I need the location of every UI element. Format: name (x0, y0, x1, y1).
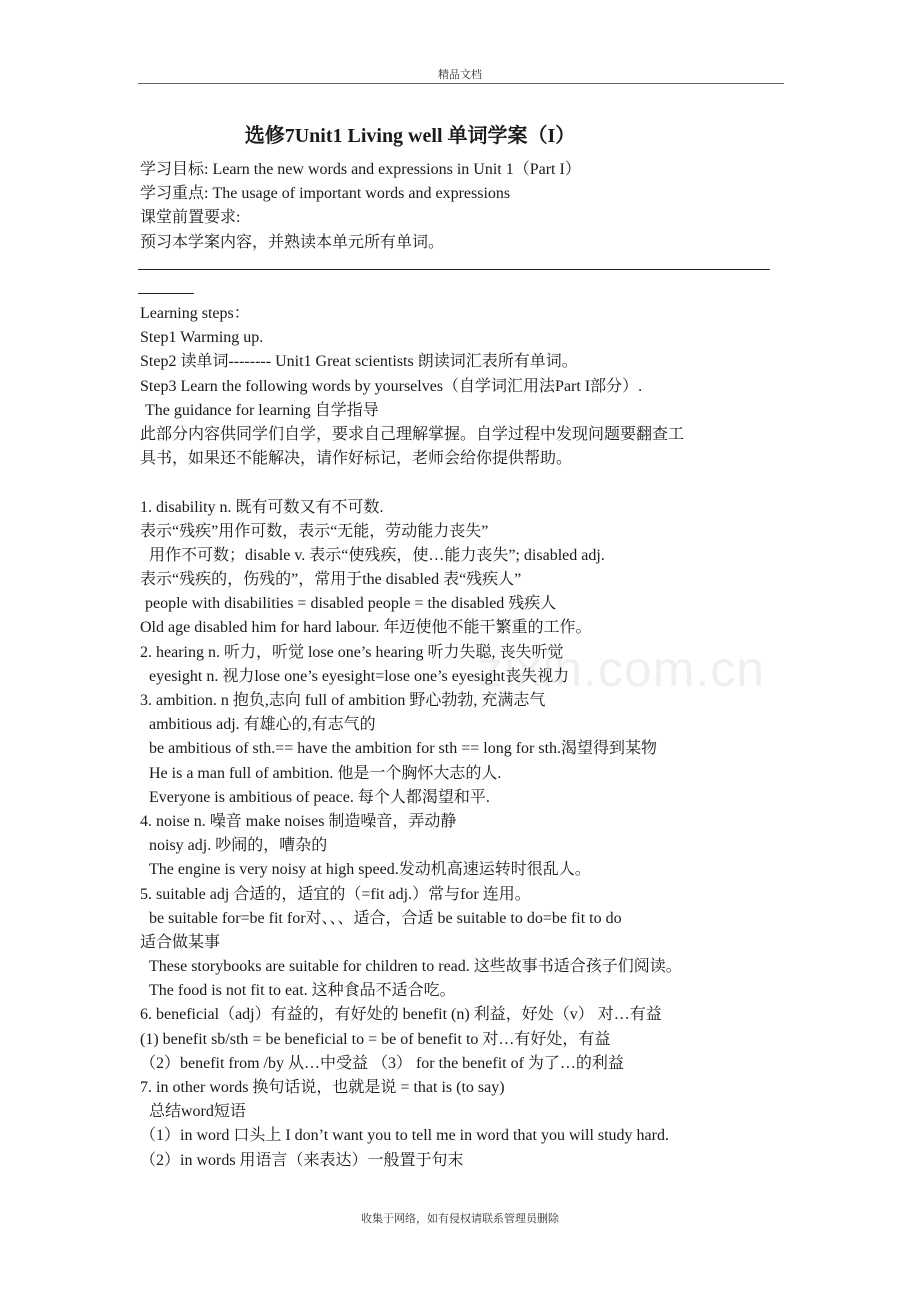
learning-goal: 学习目标: Learn the new words and expressions in Unit 1（Part I） (140, 161, 581, 178)
intro-block (140, 158, 780, 255)
vocab-line: 总结word短语 (149, 1103, 246, 1121)
vocab-line: These storybooks are suitable for children to read. 这些故事书适合孩子们阅读。 (149, 958, 682, 976)
step-1: Step1 Warming up. (140, 329, 264, 347)
vocab-line: 3. ambition. n 抱负,志向 full of ambition 野心勃勃, 充满志气 (140, 692, 546, 709)
preview-instruction: 预习本学案内容，并熟读本单元所有单词。 (140, 233, 445, 251)
page-header: 精品文档 (438, 69, 482, 81)
pre-class-requirement: 课堂前置要求: (140, 209, 241, 227)
vocab-line: 2. hearing n. 听力，听觉 lose one’s hearing 听力失聪, 丧失听觉 (140, 643, 564, 661)
vocab-line: Old age disabled him for hard labour. 年迈使他不能干繁重的工作。 (140, 619, 592, 637)
vocab-line: 6. beneficial（adj）有益的，有好处的 benefit (n) 利益，好处（v） 对…有益 (140, 1006, 662, 1024)
vocab-line: （2）benefit from /by 从…中受益 （3） for the benefit of 为了…的利益 (140, 1054, 624, 1072)
vocab-line: noisy adj. 吵闹的，嘈杂的 (149, 837, 328, 855)
vocab-line: 7. in other words 换句话说，也就是说 = that is (to say) (140, 1079, 505, 1096)
step-3: Step3 Learn the following words by yourselves（自学词汇用法Part I部分）. (140, 377, 643, 395)
vocab-line: 5. suitable adj 合适的，适宜的（=fit adj.）常与for 连用。 (140, 885, 531, 903)
vocab-line: 4. noise n. 噪音 make noises 制造噪音，弄动静 (140, 812, 457, 830)
watermark: zixin.com.cn (478, 641, 766, 697)
vocabulary-entries (140, 496, 780, 1173)
separator-rule (138, 269, 770, 270)
learning-steps (140, 302, 780, 1173)
vocab-line: （2）in words 用语言（来表达）一般置于句末 (140, 1151, 464, 1169)
vocab-line: ambitious adj. 有雄心的,有志气的 (149, 716, 376, 734)
vocab-line: 1. disability n. 既有可数又有不可数. (140, 498, 384, 516)
header-rule (138, 83, 784, 84)
vocab-line: Everyone is ambitious of peace. 每个人都渴望和平. (149, 788, 490, 806)
vocab-line: （1）in word 口头上 I don’t want you to tell me in word that you will study hard. (140, 1127, 669, 1145)
vocab-line: 表示“残疾的，伤残的”，常用于the disabled 表“残疾人” (140, 571, 522, 589)
vocab-line: The food is not fit to eat. 这种食品不适合吃。 (149, 982, 456, 1000)
vocab-line: 用作不可数；disable v. 表示“使残疾，使…能力丧失”; disabled adj. (149, 546, 605, 564)
vocab-line: The engine is very noisy at high speed.发动机高速运转时很乱人。 (149, 861, 591, 879)
vocab-line: 适合做某事 (140, 933, 221, 951)
blank-line (140, 471, 780, 495)
guidance-text-1: 此部分内容供同学们自学，要求自己理解掌握。自学过程中发现问题要翻查工 (140, 425, 685, 443)
vocab-line: people with disabilities = disabled people = the disabled 残疾人 (145, 595, 557, 613)
vocab-line: be suitable for=be fit for对、、、适合，合适 be suitable to do=be fit to do (149, 909, 622, 927)
page-footer: 收集于网络，如有侵权请联系管理员删除 (361, 1213, 559, 1225)
vocab-line: eyesight n. 视力lose one’s eyesight=lose one’s eyesight丧失视力 (149, 667, 570, 685)
guidance-text-2: 具书，如果还不能解决，请作好标记，老师会给你提供帮助。 (140, 450, 573, 468)
separator-stub (138, 293, 194, 294)
vocab-line: be ambitious of sth.== have the ambition for sth == long for sth.渴望得到某物 (149, 740, 658, 758)
step-2: Step2 读单词-------- Unit1 Great scientists 朗读词汇表所有单词。 (140, 353, 578, 371)
vocab-line: (1) benefit sb/sth = be beneficial to = be of benefit to 对…有好处，有益 (140, 1030, 611, 1048)
document-title: 选修7Unit1 Living well 单词学案（I） (244, 125, 576, 147)
learning-focus: 学习重点: The usage of important words and expressions (140, 185, 511, 203)
steps-heading: Learning steps： (140, 305, 250, 322)
vocab-line: 表示“残疾”用作可数，表示“无能，劳动能力丧失” (140, 522, 489, 540)
vocab-line: He is a man full of ambition. 他是一个胸怀大志的人. (149, 764, 502, 782)
guidance-heading: The guidance for learning 自学指导 (145, 401, 379, 419)
